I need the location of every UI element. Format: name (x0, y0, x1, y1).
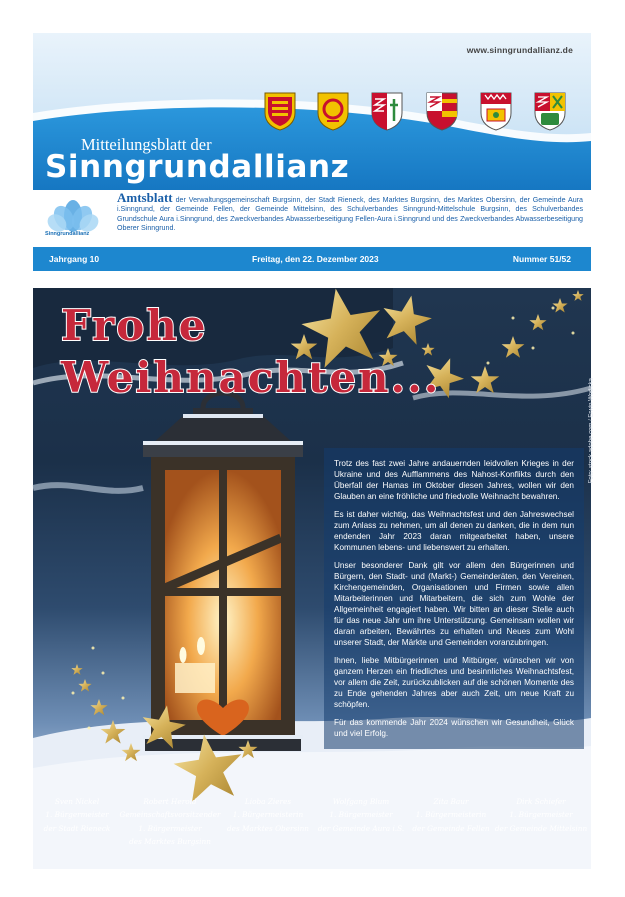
signatory-role: Gemeinschaftsvorsitzender (119, 810, 221, 820)
signatory-org: der Stadt Rieneck (43, 823, 111, 833)
amtsblatt-description (117, 190, 583, 233)
message-paragraph: Trotz des fast zwei Jahre andauernden leidvollen Krieges in der Ukraine und des Aufflammens des Nahost-Konflikts durch den Überfall der Hamas im Oktober diesen Jahres, wollen wir den Glauben an eine fröhliche und friedvolle Weihnacht bewahren. (334, 459, 574, 501)
signatory-name: Zita Baur (433, 797, 469, 806)
signatory (409, 795, 493, 835)
photo-credit: Foto: stock.adobe.com / Erwin Wodicka (588, 378, 594, 484)
signatory-name: Lioba Zieres (244, 797, 292, 806)
signatory-org: des Marktes Obersinn (226, 823, 310, 833)
logo-caption: Sinngrundallianz (45, 231, 90, 237)
masthead-subtitle: Mitteilungsblatt der (81, 135, 212, 154)
signatory-role: 1. Bürgermeisterin (232, 810, 304, 820)
issue-number: Nummer 51/52 (512, 254, 571, 264)
message-paragraph: Für das kommende Jahr 2024 wünschen wir Gesundheit, Glück und viel Erfolg. (334, 718, 574, 738)
coat-of-arms-burgsinn (263, 91, 297, 131)
amtsblatt-label: Amtsblatt (117, 190, 173, 205)
signatory (37, 795, 117, 835)
coat-of-arms-aura (425, 91, 459, 131)
signatory-name: Sven Nickel (54, 797, 100, 806)
message-paragraph: Unser besonderer Dank gilt vor allem den Bürgerinnen und Bürgern, den Stadt- und (Markt-) Gemeinderäten, den Vereinen, Kirchengemeinden, Organisationen und Firmen sowie allen Mitarbeiterinnen und Mitarbeitern, die sich zum Wohle der Allgemeinheit engagiert haben. Wir bitten an dieser Stelle auch für das neue Jahr um ihre Unterstützung. Gemeinsam wollen wir daran arbeiten, Bewährtes zu erhalten und Neues zum Wohl unserer Stadt, der Märkte und Gemeinden voranzubringen. (334, 561, 574, 647)
signatory (119, 795, 221, 849)
amtsblatt-section (33, 190, 591, 242)
signatory-org: 1. Bürgermeister (138, 823, 202, 833)
christmas-greeting (61, 300, 440, 404)
coat-of-arms-obersinn (370, 91, 404, 131)
signatory-org: der Gemeinde Aura i.S. (317, 823, 405, 833)
signatory-name: Dirk Schiefer (516, 797, 566, 806)
signatory-role: 1. Bürgermeister (329, 810, 393, 820)
signatory-org-2: des Marktes Burgsinn (129, 837, 211, 847)
signatory-org: der Gemeinde Mittelsinn (494, 823, 588, 833)
christmas-message (324, 448, 584, 749)
signatory (223, 795, 313, 835)
amtsblatt-text: der Verwaltungsgemeinschaft Burgsinn, der Stadt Rieneck, des Marktes Burgsinn, des Marktes Obersinn, der Gemeinde Aura i.Sinngrund, der Gemeinde Fellen, der Gemeinde Mittelsinn, des Schulverbandes Sinngrund-Mittelschule Burgsinn, des Schulverbandes Grundschule Aura i.Sinngrund, des Zweckverbandes Abwasserbeseitigung Fellen-Aura i.Sinngrund und des Zweckverbandes Abwasserbeseitigung Oberer Sinngrund. (117, 196, 583, 232)
signatory (315, 795, 407, 835)
issue-info-bar (33, 247, 591, 271)
masthead (33, 33, 591, 190)
signatory (493, 795, 589, 835)
greeting-line-1: Frohe (61, 301, 208, 350)
signatory-name: Robert Herold (143, 797, 197, 806)
signatory-role: 1. Bürgermeister (45, 810, 109, 820)
signatory-role: 1. Bürgermeister (509, 810, 573, 820)
signatory-role: 1. Bürgermeisterin (415, 810, 487, 820)
greeting-line-2: Weihnachten... (61, 353, 441, 402)
issue-date: Freitag, den 22. Dezember 2023 (252, 254, 379, 264)
website-url[interactable]: www.sinngrundallianz.de (466, 45, 573, 55)
coat-of-arms-rieneck (316, 91, 350, 131)
volume-label: Jahrgang 10 (49, 254, 100, 264)
message-paragraph: Ihnen, liebe Mitbürgerinnen und Mitbürger, wünschen wir von ganzem Herzen ein friedliches und besinnliches Weihnachtsfest, vor allem die Zeit, zurückzublicken auf die schönen Momente des zu Ende gehenden Jahres aber auch Zeit, um neue Kraft zu schöpfen. (334, 656, 574, 709)
signatory-org: der Gemeinde Fellen (412, 823, 490, 833)
coat-of-arms-fellen (479, 91, 513, 131)
masthead-title: Sinngrundallianz (45, 149, 350, 185)
christmas-photo (33, 288, 594, 869)
message-paragraph: Es ist daher wichtig, das Weihnachtsfest und den Jahreswechsel zum Anlass zu nehmen, um all denen zu danken, die in dem nun endenden Jahr 2023 daran mitgearbeitet haben, unsere Kommunen lebens- und liebenswert zu erhalten. (334, 510, 574, 552)
signatory-name: Wolfgang Blum (332, 797, 390, 806)
coat-of-arms-mittelsinn (533, 91, 567, 131)
signatories (33, 795, 591, 857)
